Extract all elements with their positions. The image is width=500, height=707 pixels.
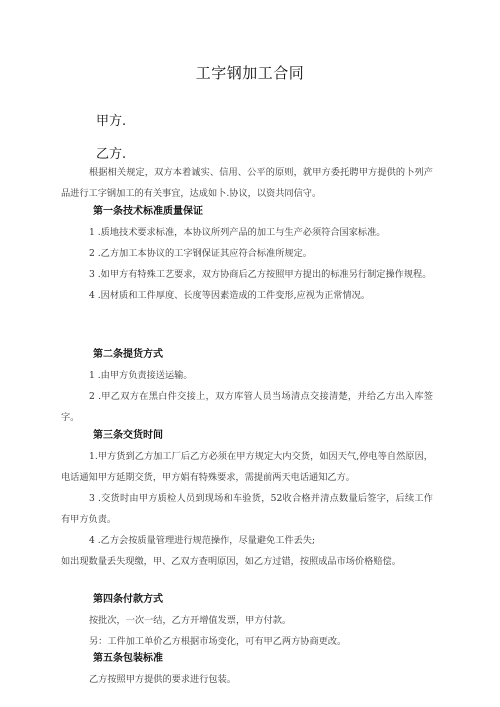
section-heading: 第二条提货方式 [93,349,163,360]
section-2 [61,345,433,428]
section-5 [61,649,433,690]
clause-paragraph: 另：工件加工单价乙方根据市场变化，可有甲乙两方协商更改。 [89,636,347,647]
section-heading: 第三条交货时间 [93,430,163,441]
clause-paragraph: 1.甲方货到乙方加工厂后乙方必须在甲方规定大内交货，如因天气,停电等自然原因，电话通知甲方延期交货，甲方娟有特殊要求，需提前两天电话通知乙方。 [61,451,433,483]
clause-paragraph: 2 .乙方加工本协议的工字钢保证其应符合标准所规定。 [89,248,312,259]
section-3 [61,426,433,572]
clause-paragraph: 3 .交货时由甲方质检人员到现场和车验货，52收合格并清点数量后签字，后续工作有甲方负责。 [61,493,433,525]
clause-paragraph: 4 .因材质和工件厚度、长度等因素造成的工件变形,应视为正常情况。 [89,290,371,301]
clause-paragraph: 乙方按照甲方提供的要求进行包装。 [89,674,236,685]
document-title: 工字钢加工合同 [195,64,305,82]
section-1 [61,202,433,306]
clause-paragraph: 2 .甲乙双方在黑白件交接上，双方库管人员当场清点交接清楚，并给乙方出入库签字。 [61,391,433,423]
clause-paragraph: 4 .乙方会按质量管理进行规范操作，尽量避免工件丢失; [89,535,316,546]
clause-paragraph: 1 .质地技术要求标准，本协议所列产品的加工与生产必须符合国家标准。 [89,227,386,238]
intro-block [61,162,433,204]
party-b-label: 乙方. [96,147,127,162]
section-heading: 第一条技术标准质量保证 [93,206,203,217]
clause-paragraph: 按批次，一次一结，乙方开增值发票，甲方付款。 [89,615,292,626]
section-heading: 第五条包装标准 [93,653,163,664]
intro-paragraph: 根据相关规定，双方本着诚实、信用、公平的原则，就甲方委托聘甲方提供的卜列产品进行工字钢加工的有关事宜，达成如卜.协议，以资共同信守。 [61,167,433,199]
clause-paragraph: 1 .由甲方负责接送运输。 [89,370,193,381]
party-a-label: 甲方. [96,114,127,129]
clause-paragraph: 3 .如甲方有特殊工艺要求，双方协商后乙方按照甲方提出的标准另行制定操作规程。 [89,269,432,280]
clause-continuation: 如出现数量丢失现缴，甲、乙双方查明原因，如乙方过错，按照成品市场价格赔偿。 [61,556,401,567]
section-heading: 第四条付款方式 [93,594,163,605]
section-4 [61,590,433,652]
